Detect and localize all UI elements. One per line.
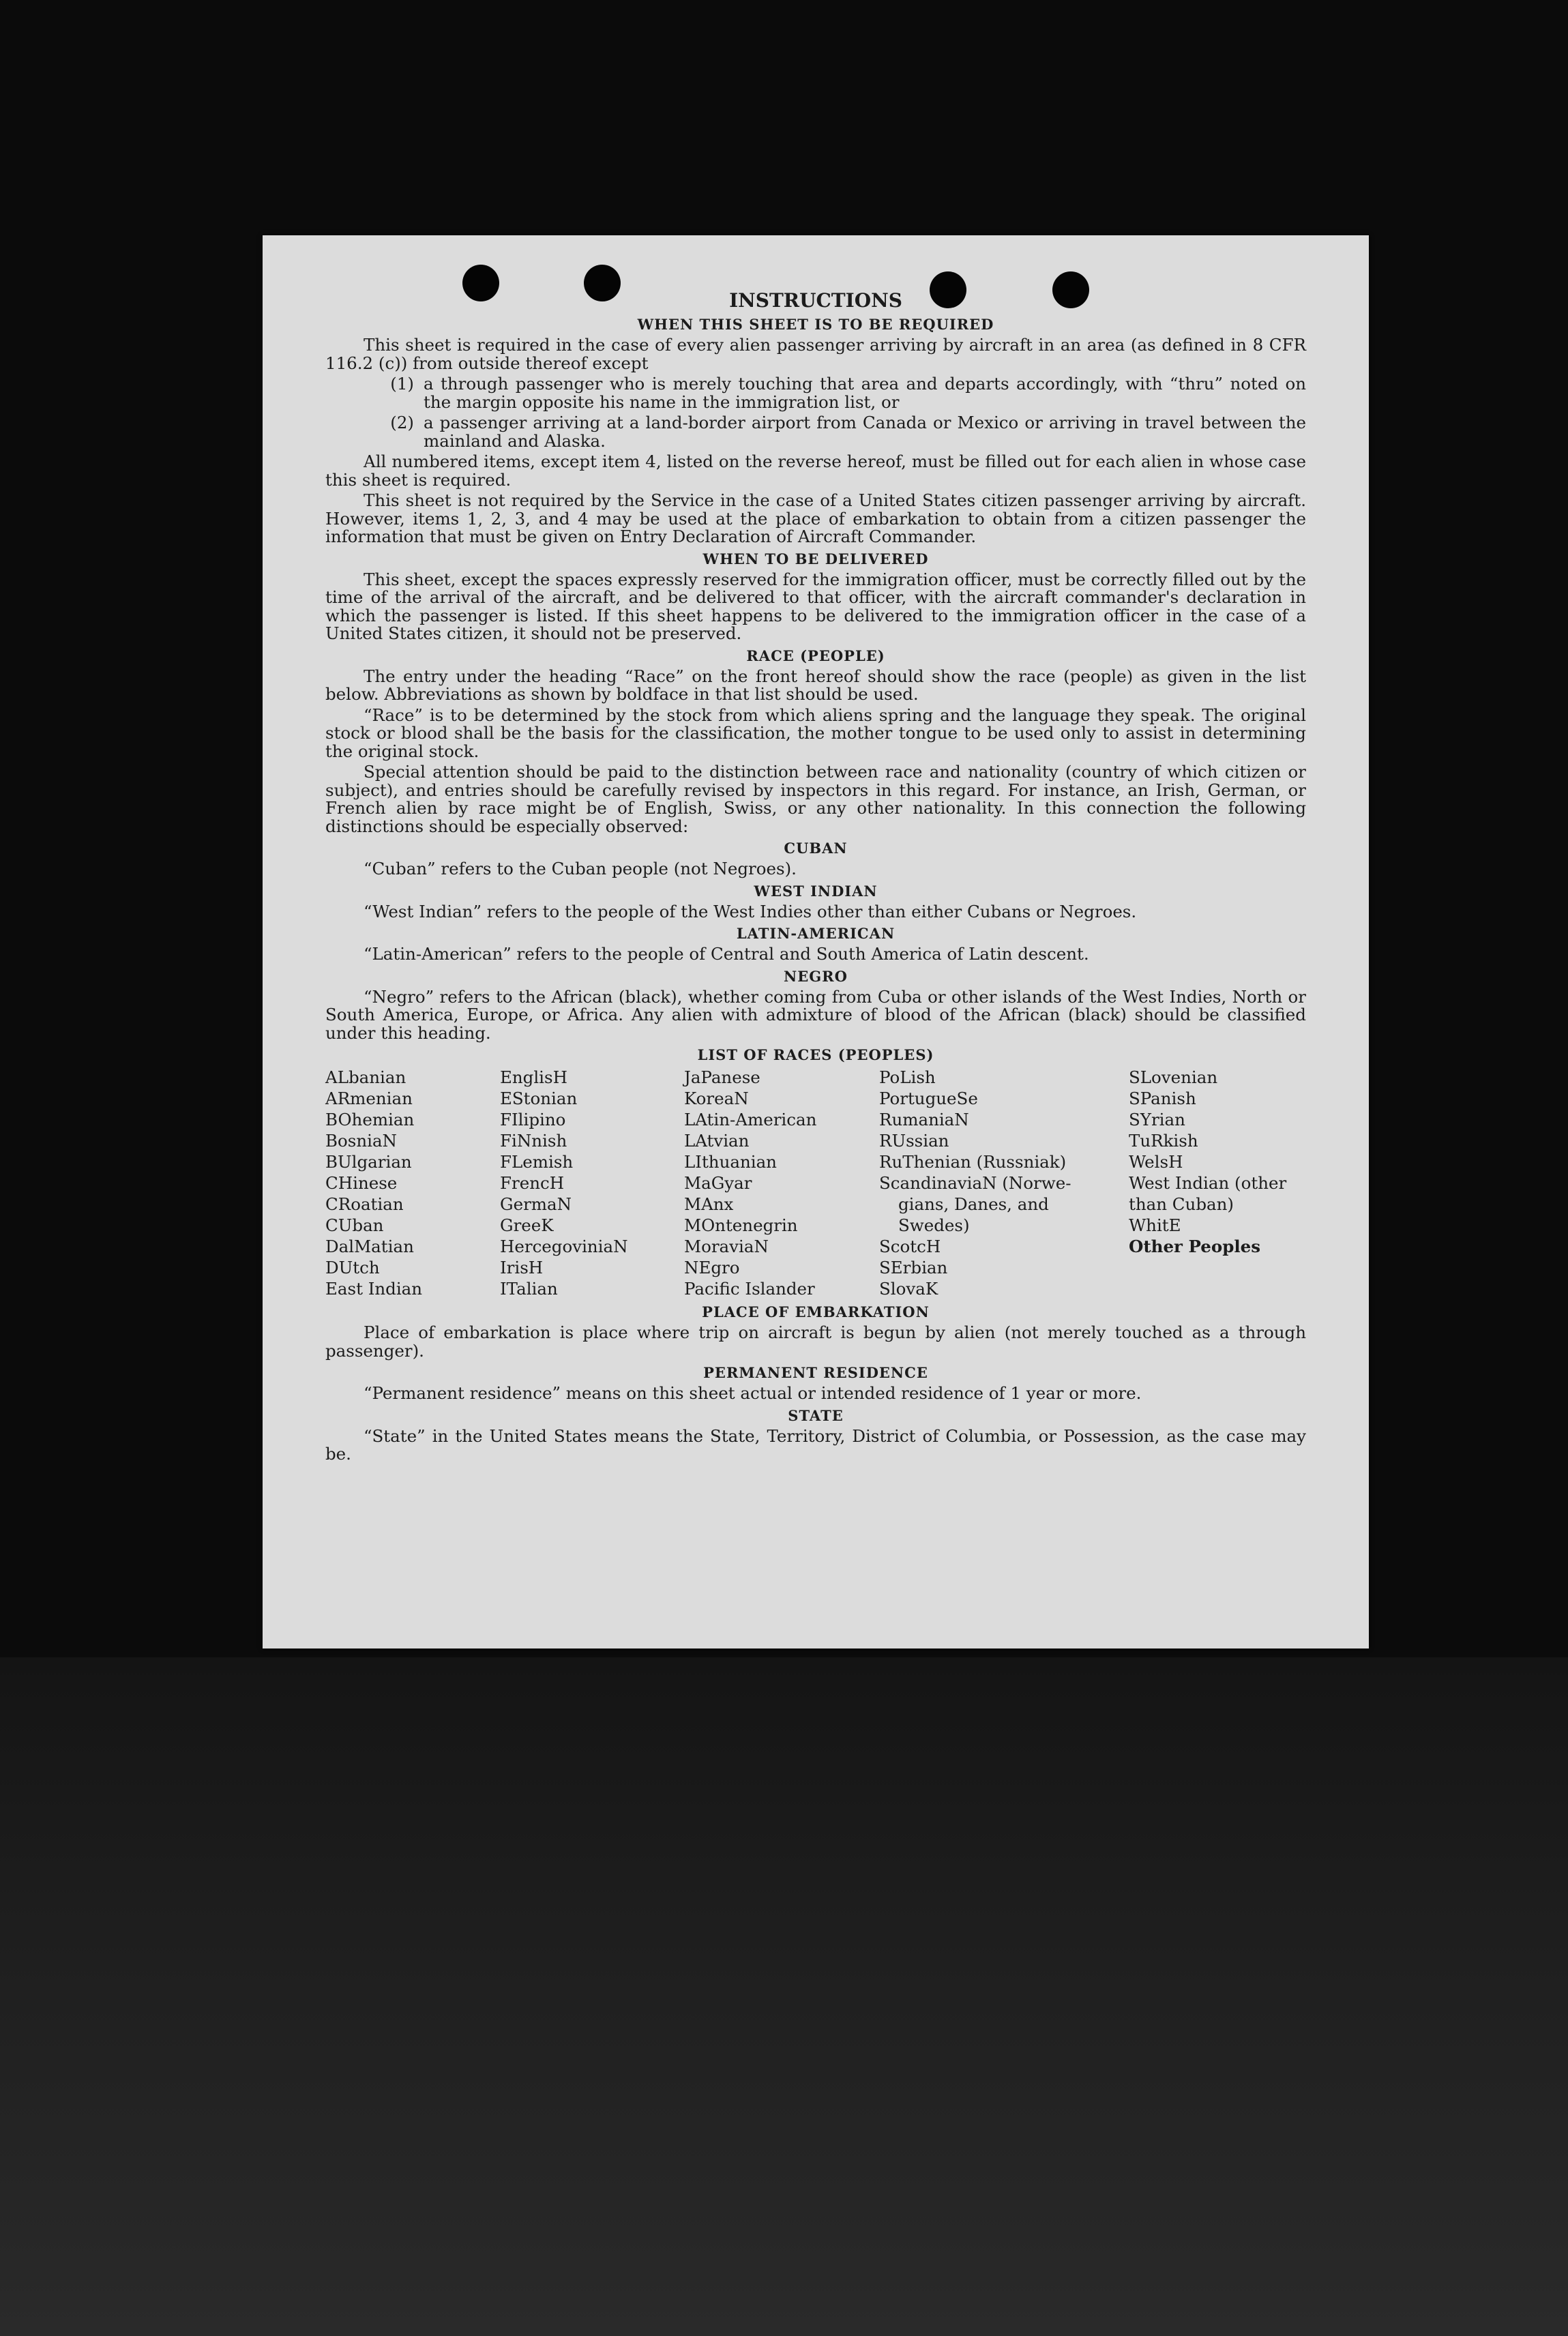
- race-entry: TuRkish: [1129, 1131, 1198, 1151]
- race-entry: FiNnish: [500, 1131, 567, 1151]
- section-heading-state: STATE: [788, 1406, 844, 1424]
- race-entry: MOntenegrin: [684, 1215, 798, 1235]
- race-entry: West Indian (other: [1129, 1173, 1287, 1193]
- race-entry: ITalian: [500, 1279, 558, 1299]
- paragraph: This sheet is not required by the Service in the case of a United States citizen passenger arriving by aircraft. However, items 1, 2, 3, and 4 may be used at the place of embarkation to obtain from a citizen passenger the information that must be given on Entry Declaration of Aircraft Commander.: [325, 490, 1306, 546]
- race-entry: CHinese: [325, 1173, 398, 1193]
- list-item: [325, 375, 1306, 411]
- races-column: [684, 1067, 879, 1299]
- race-entry: WelsH: [1129, 1152, 1183, 1172]
- race-entry: MoraviaN: [684, 1237, 769, 1256]
- race-entry: JaPanese: [684, 1067, 760, 1087]
- sheet-content: [325, 290, 1306, 1466]
- race-entry: LAtin-American: [684, 1110, 817, 1129]
- paragraph: “Permanent residence” means on this sheet actual or intended residence of 1 year or more.: [364, 1383, 1142, 1403]
- race-entry: WhitE: [1129, 1215, 1181, 1235]
- section-heading-embarkation: PLACE OF EMBARKATION: [702, 1303, 930, 1320]
- race-entry: CRoatian: [325, 1194, 404, 1214]
- paragraph: “West Indian” refers to the people of the West Indies other than either Cubans or Negroes.: [364, 901, 1137, 921]
- races-list: [325, 1067, 1306, 1299]
- race-entry: SErbian: [879, 1258, 948, 1277]
- background-lower-band: [0, 1657, 1568, 2336]
- race-entry-continuation: than Cuban): [1129, 1194, 1234, 1214]
- race-entry: FrencH: [500, 1173, 565, 1193]
- section-heading-list-of-races: LIST OF RACES (PEOPLES): [697, 1046, 934, 1063]
- item-text: a passenger arriving at a land-border airport from Canada or Mexico or arriving in travel between the mainland and Alaska.: [424, 413, 1306, 451]
- race-entry: DUtch: [325, 1258, 380, 1277]
- race-entry: RuThenian (Russniak): [879, 1152, 1067, 1172]
- section-heading-required: WHEN THIS SHEET IS TO BE REQUIRED: [637, 316, 994, 333]
- list-item: [325, 414, 1306, 450]
- item-text: a through passenger who is merely touching that area and departs accordingly, with “thru” noted on the margin opposite his name in the immigration list, or: [424, 374, 1306, 412]
- race-entry: ARmenian: [325, 1089, 413, 1108]
- item-number: (1): [390, 374, 414, 394]
- paragraph: All numbered items, except item 4, listed on the reverse hereof, must be filled out for each alien in whose case this sheet is required.: [325, 452, 1306, 490]
- race-entry: EStonian: [500, 1089, 578, 1108]
- race-entry: MAnx: [684, 1194, 734, 1214]
- race-entry: SlovaK: [879, 1279, 938, 1299]
- race-entry: BUlgarian: [325, 1152, 412, 1172]
- race-entry: GreeK: [500, 1215, 554, 1235]
- race-entry: FIlipino: [500, 1110, 566, 1129]
- race-entry: RUssian: [879, 1131, 949, 1151]
- race-entry: PoLish: [879, 1067, 936, 1087]
- race-entry: NEgro: [684, 1258, 740, 1277]
- race-entry: ALbanian: [325, 1067, 406, 1087]
- paragraph: This sheet is required in the case of every alien passenger arriving by aircraft in an area (as defined in 8 CFR 116.2 (c)) from outside thereof except: [325, 335, 1306, 373]
- paragraph: “Latin-American” refers to the people of Central and South America of Latin descent.: [364, 944, 1089, 964]
- race-entry: SPanish: [1129, 1089, 1196, 1108]
- section-heading-latin-american: LATIN-AMERICAN: [736, 925, 896, 942]
- races-column: [879, 1067, 1129, 1299]
- race-entry: SLovenian: [1129, 1067, 1218, 1087]
- race-entry: DalMatian: [325, 1237, 414, 1256]
- item-number: (2): [390, 413, 414, 432]
- race-entry: PortugueSe: [879, 1089, 978, 1108]
- race-entry: East Indian: [325, 1279, 423, 1299]
- race-entry: EnglisH: [500, 1067, 567, 1087]
- race-entry: HercegoviniaN: [500, 1237, 628, 1256]
- race-entry: LIthuanian: [684, 1152, 777, 1172]
- page-title: INSTRUCTIONS: [729, 289, 902, 312]
- race-entry: LAtvian: [684, 1131, 750, 1151]
- race-entry: BosniaN: [325, 1131, 397, 1151]
- race-entry: ScandinaviaN (Norwe-: [879, 1173, 1071, 1193]
- paragraph: “Cuban” refers to the Cuban people (not Negroes).: [364, 859, 797, 878]
- section-heading-west-indian: WEST INDIAN: [754, 882, 878, 900]
- races-column: [500, 1067, 684, 1299]
- races-column: [325, 1067, 500, 1299]
- paragraph: Special attention should be paid to the distinction between race and nationality (country of which citizen or subject), and entries should be carefully revised by inspectors in this regard. For instance, an Irish, German, or French alien by race might be of English, Swiss, or any other nationality. In this connection the following distinctions should be especially observed:: [325, 762, 1306, 836]
- race-entry: BOhemian: [325, 1110, 415, 1129]
- race-entry: FLemish: [500, 1152, 574, 1172]
- paragraph: Place of embarkation is place where trip on aircraft is begun by alien (not merely touched as a through passenger).: [325, 1322, 1306, 1361]
- race-entry: Other Peoples: [1129, 1237, 1261, 1256]
- race-entry: RumaniaN: [879, 1110, 969, 1129]
- section-heading-delivered: WHEN TO BE DELIVERED: [702, 550, 929, 567]
- instruction-sheet: [263, 235, 1369, 1648]
- section-heading-race: RACE (PEOPLE): [746, 647, 885, 664]
- section-heading-cuban: CUBAN: [784, 840, 848, 857]
- race-entry: ScotcH: [879, 1237, 941, 1256]
- section-heading-negro: NEGRO: [784, 967, 848, 985]
- race-entry: Pacific Islander: [684, 1279, 815, 1299]
- paragraph: The entry under the heading “Race” on the front hereof should show the race (people) as given in the list below. Abbreviations as shown by boldface in that list should be used.: [325, 666, 1306, 704]
- paragraph: “Race” is to be determined by the stock from which aliens spring and the language they speak. The original stock or blood shall be the basis for the classification, the mother tongue to be used only to assist in determining the original stock.: [325, 705, 1306, 761]
- race-entry-continuation: gians, Danes, and: [898, 1194, 1049, 1214]
- race-entry: GermaN: [500, 1194, 572, 1214]
- paragraph: This sheet, except the spaces expressly reserved for the immigration officer, must be correctly filled out by the time of the arrival of the aircraft, and be delivered to that officer, with the aircraft commander's declaration in which the passenger is listed. If this sheet happens to be delivered to the immigration officer in the case of a United States citizen, it should not be preserved.: [325, 569, 1306, 643]
- race-entry: MaGyar: [684, 1173, 752, 1193]
- race-entry-continuation: Swedes): [898, 1215, 970, 1235]
- race-entry: KoreaN: [684, 1089, 749, 1108]
- paragraph: “Negro” refers to the African (black), whether coming from Cuba or other islands of the West Indies, North or South America, Europe, or Africa. Any alien with admixture of blood of the African (black) should be classified under this heading.: [325, 986, 1306, 1043]
- race-entry: CUban: [325, 1215, 384, 1235]
- section-heading-residence: PERMANENT RESIDENCE: [703, 1364, 928, 1381]
- paragraph: “State” in the United States means the State, Territory, District of Columbia, or Possession, as the case may be.: [325, 1425, 1306, 1464]
- race-entry: IrisH: [500, 1258, 544, 1277]
- race-entry: SYrian: [1129, 1110, 1185, 1129]
- races-column: [1129, 1067, 1306, 1299]
